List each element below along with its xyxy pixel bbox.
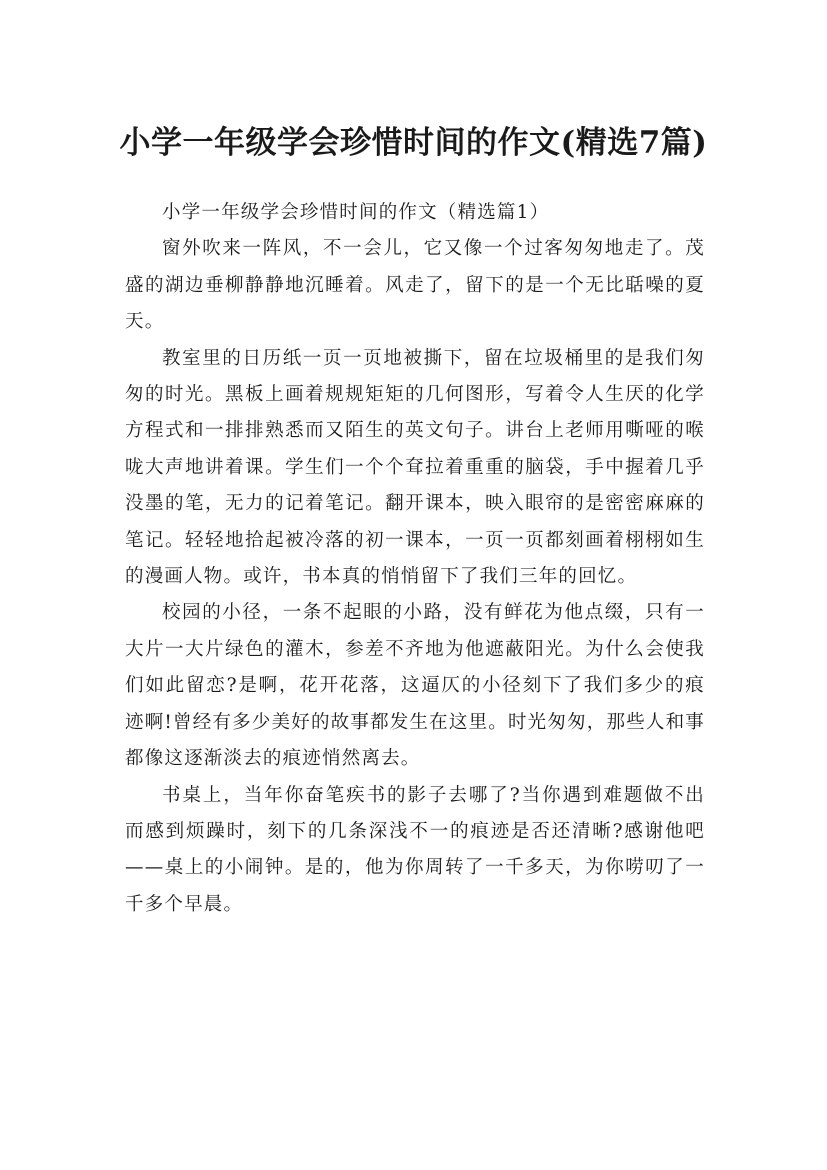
- paragraph: 窗外吹来一阵风，不一会儿，它又像一个过客匆匆地走了。茂盛的湖边垂柳静静地沉睡着。风走了，留下的是一个无比聒噪的夏天。: [125, 238, 705, 333]
- paragraph: 书桌上，当年你奋笔疾书的影子去哪了?当你遇到难题做不出而感到烦躁时，刻下的几条深浅不一的痕迹是否还清晰?感谢他吧——桌上的小闹钟。是的，他为你周转了一千多天，为你唠叨了一千多个早晨。: [125, 784, 705, 915]
- document-body: [125, 195, 705, 923]
- section-heading: 小学一年级学会珍惜时间的作文（精选篇1）: [162, 202, 550, 223]
- document-title: 小学一年级学会珍惜时间的作文(精选7篇): [119, 124, 708, 161]
- paragraph: 教室里的日历纸一页一页地被撕下，留在垃圾桶里的是我们匆匆的时光。黑板上画着规规矩矩的几何图形，写着令人生厌的化学方程式和一排排熟悉而又陌生的英文句子。讲台上老师用嘶哑的喉咙大声地讲着课。学生们一个个耷拉着重重的脑袋，手中握着几乎没墨的笔，无力的记着笔记。翻开课本，映入眼帘的是密密麻麻的笔记。轻轻地拾起被冷落的初一课本，一页一页都刻画着栩栩如生的漫画人物。或许，书本真的悄悄留下了我们三年的回忆。: [125, 347, 705, 588]
- paragraph: 校园的小径，一条不起眼的小路，没有鲜花为他点缀，只有一大片一大片绿色的灌木，参差不齐地为他遮蔽阳光。为什么会使我们如此留恋?是啊，花开花落，这逼仄的小径刻下了我们多少的痕迹啊!曾经有多少美好的故事都发生在这里。时光匆匆，那些人和事都像这逐渐淡去的痕迹悄然离去。: [125, 602, 705, 770]
